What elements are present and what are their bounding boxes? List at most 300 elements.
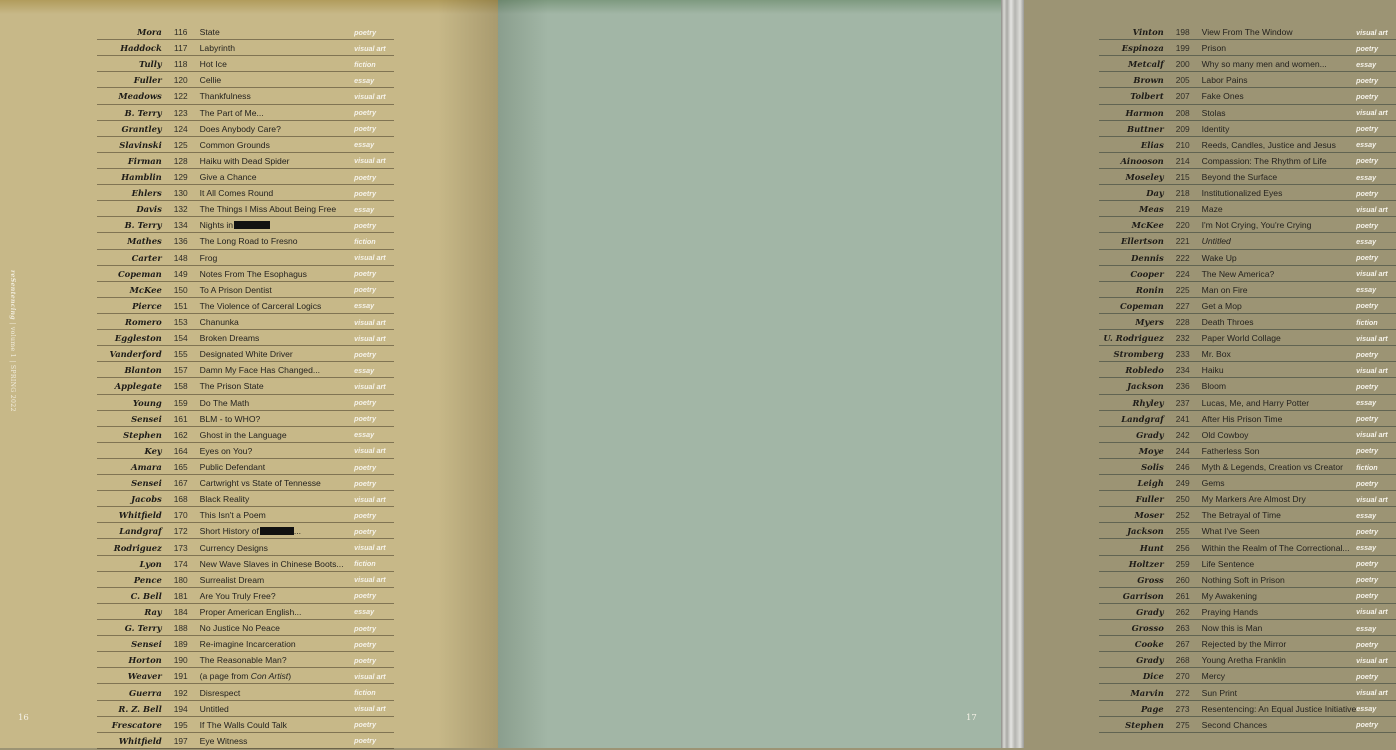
page-ref: 158 <box>173 381 188 392</box>
genre-label: visual art <box>354 543 386 553</box>
genre-label: poetry <box>1356 639 1379 649</box>
page-ref: 234 <box>1175 365 1190 376</box>
genre-label: poetry <box>354 526 377 536</box>
work-title: Cellie <box>199 75 222 86</box>
page-ref: 237 <box>1175 397 1190 408</box>
page-ref: 148 <box>173 252 188 263</box>
work-title: Nothing Soft in Prison <box>1201 574 1285 585</box>
toc-entry <box>1099 396 1396 411</box>
work-title: Old Cowboy <box>1201 429 1249 440</box>
author-name: Grady <box>1136 655 1164 666</box>
genre-label: poetry <box>354 220 377 230</box>
page-ref: 207 <box>1175 91 1190 102</box>
toc-entry <box>1099 73 1396 88</box>
author-name: Carter <box>131 252 162 263</box>
toc-entry <box>97 605 394 620</box>
genre-label: essay <box>1356 236 1377 246</box>
work-title: Fatherless Son <box>1201 445 1260 456</box>
genre-label: poetry <box>1356 591 1379 601</box>
genre-label: visual art <box>354 494 386 504</box>
work-title: Do The Math <box>199 397 250 408</box>
page-ref: 154 <box>173 333 188 344</box>
toc-entry <box>97 460 394 475</box>
page-ref: 118 <box>174 59 188 70</box>
toc-entry <box>97 444 394 459</box>
genre-label: essay <box>354 204 375 214</box>
genre-label: poetry <box>1356 75 1379 85</box>
work-title: Frog <box>199 252 218 263</box>
page-ref: 132 <box>173 204 188 215</box>
work-title: The Things I Miss About Being Free <box>199 204 337 215</box>
author-name: Marvin <box>1130 687 1164 698</box>
author-name: Ellertson <box>1121 236 1164 247</box>
page-ref: 197 <box>173 735 188 746</box>
work-title: Proper American English... <box>199 606 302 617</box>
genre-label: visual art <box>354 43 386 53</box>
author-name: Landgraf <box>1121 413 1164 424</box>
genre-label: poetry <box>354 623 377 633</box>
work-title: Ghost in the Language <box>199 429 287 440</box>
page-ref: 150 <box>173 284 188 295</box>
author-name: Frescatore <box>111 719 162 730</box>
work-title: Notes From The Esophagus <box>199 268 307 279</box>
page-ref: 125 <box>173 139 188 150</box>
page-ref: 219 <box>1175 204 1190 215</box>
author-name: Day <box>1146 188 1164 199</box>
work-title: Paper World Collage <box>1201 333 1281 344</box>
page-ref: 153 <box>173 317 188 328</box>
genre-label: essay <box>1356 285 1377 295</box>
work-title: Now this is Man <box>1201 623 1263 634</box>
author-name: Pence <box>133 574 162 585</box>
work-title: Lucas, Me, and Harry Potter <box>1201 397 1310 408</box>
work-title: Death Throes <box>1201 317 1254 328</box>
genre-label: visual art <box>1356 607 1388 617</box>
work-title: Thankfulness <box>199 91 251 102</box>
work-title: Nights in <box>200 220 354 230</box>
author-name: R. Z. Bell <box>118 703 162 714</box>
author-name: Moser <box>1134 510 1164 521</box>
genre-label: poetry <box>1356 446 1379 456</box>
work-title: The Betrayal of Time <box>1201 510 1281 521</box>
page-ref: 164 <box>173 445 188 456</box>
work-title: Why so many men and women... <box>1201 59 1327 70</box>
work-title: Haiku <box>1201 365 1224 376</box>
toc-entry <box>97 702 394 717</box>
author-name: Sensei <box>131 639 162 650</box>
genre-label: poetry <box>354 478 377 488</box>
toc-entry <box>1099 186 1396 201</box>
work-title: Man on Fire <box>1201 284 1248 295</box>
genre-label: poetry <box>354 639 377 649</box>
toc-entry <box>97 234 394 249</box>
toc-entry <box>1099 637 1396 652</box>
toc-entry <box>97 396 394 411</box>
author-name: Young <box>132 397 162 408</box>
genre-label: poetry <box>354 398 377 408</box>
genre-label: poetry <box>1356 156 1379 166</box>
toc-entry <box>1099 106 1396 121</box>
author-name: McKee <box>1131 220 1164 231</box>
book-page-edges <box>1001 0 1024 748</box>
toc-entry <box>97 154 394 169</box>
author-name: Landgraf <box>119 526 162 537</box>
toc-entry <box>97 41 394 56</box>
toc-entry <box>1099 315 1396 330</box>
work-title: Praying Hands <box>1201 606 1259 617</box>
author-name: Ainooson <box>1120 155 1164 166</box>
genre-label: fiction <box>354 559 376 569</box>
work-title: Life Sentence <box>1201 558 1255 569</box>
toc-entry <box>1099 492 1396 507</box>
work-title: This Isn't a Poem <box>199 510 266 521</box>
page-ref: 136 <box>173 236 188 247</box>
toc-entry <box>97 492 394 507</box>
work-title: Designated White Driver <box>199 349 293 360</box>
page-ref: 194 <box>173 703 188 714</box>
toc-entry <box>1099 138 1396 153</box>
work-title: Rejected by the Mirror <box>1201 639 1287 650</box>
toc-entry <box>1099 299 1396 314</box>
work-title: Get a Mop <box>1201 300 1242 311</box>
page-ref: 272 <box>1175 687 1190 698</box>
volume-label: volume 1 <box>9 326 16 358</box>
toc-entry <box>97 669 394 684</box>
genre-label: fiction <box>354 688 376 698</box>
page-ref: 208 <box>1175 107 1190 118</box>
work-title: Fake Ones <box>1201 91 1244 102</box>
page-ref: 241 <box>1175 413 1190 424</box>
genre-label: poetry <box>354 188 377 198</box>
toc-entry <box>1099 202 1396 217</box>
page-ref: 220 <box>1175 220 1190 231</box>
page-ref: 209 <box>1175 123 1190 134</box>
page-ref: 232 <box>1175 333 1190 344</box>
page-ref: 195 <box>173 719 188 730</box>
toc-entry <box>97 218 394 233</box>
page-ref: 188 <box>173 623 188 634</box>
work-title: Untitled <box>1201 236 1231 247</box>
toc-entry <box>1099 508 1396 523</box>
genre-label: visual art <box>1356 688 1388 698</box>
genre-label: poetry <box>354 510 377 520</box>
page-ref: 210 <box>1175 139 1190 150</box>
toc-entry <box>1099 379 1396 394</box>
page-ref: 151 <box>173 300 188 311</box>
genre-label: essay <box>1356 704 1377 714</box>
toc-entry <box>1099 347 1396 362</box>
toc-entry <box>1099 154 1396 169</box>
page-ref: 260 <box>1175 574 1190 585</box>
toc-entry <box>1099 283 1396 298</box>
author-name: Fuller <box>133 75 162 86</box>
page-ref: 218 <box>1175 188 1190 199</box>
author-name: Jacobs <box>131 494 162 505</box>
genre-label: essay <box>354 301 375 311</box>
author-name: B. Terry <box>124 220 162 231</box>
toc-entry <box>1099 218 1396 233</box>
genre-label: poetry <box>1356 188 1379 198</box>
work-title: Surrealist Dream <box>199 574 265 585</box>
page-ref: 198 <box>1175 27 1190 38</box>
author-name: Romero <box>125 317 162 328</box>
page-ref: 270 <box>1175 671 1190 682</box>
work-title: Prison <box>1201 43 1227 54</box>
genre-label: poetry <box>1356 526 1379 536</box>
page-ref: 130 <box>173 188 188 199</box>
page-ref: 184 <box>173 606 188 617</box>
page-ref: 205 <box>1175 75 1190 86</box>
genre-label: poetry <box>354 269 377 279</box>
toc-entry <box>97 718 394 733</box>
toc-entry <box>1099 234 1396 249</box>
page-ref: 275 <box>1175 719 1190 730</box>
author-name: Copeman <box>117 268 162 279</box>
toc-entry <box>1099 605 1396 620</box>
page-ref: 165 <box>173 462 188 472</box>
toc-entry <box>97 508 394 523</box>
page-ref: 200 <box>1175 59 1190 70</box>
author-name: Mora <box>137 27 162 38</box>
left-page <box>0 0 498 748</box>
work-title: Public Defendant <box>199 462 266 472</box>
author-name: Meas <box>1139 204 1164 215</box>
work-title: Reeds, Candles, Justice and Jesus <box>1201 139 1336 150</box>
author-name: Lyon <box>139 558 162 569</box>
work-title: Give a Chance <box>199 172 257 183</box>
genre-label: poetry <box>1356 301 1379 311</box>
toc-entry <box>1099 89 1396 104</box>
toc-entry <box>97 57 394 72</box>
toc-entry <box>1099 621 1396 636</box>
work-title: (a page from Con Artist) <box>199 671 292 682</box>
page-ref: 180 <box>173 574 188 585</box>
author-name: Applegate <box>114 381 162 392</box>
author-name: Guerra <box>128 687 162 698</box>
toc-entry <box>1099 541 1396 556</box>
work-title: Beyond the Surface <box>1201 172 1278 183</box>
author-name: Tolbert <box>1130 91 1164 102</box>
page-ref: 181 <box>173 590 188 601</box>
page-ref: 256 <box>1175 542 1190 553</box>
toc-entry <box>97 202 394 217</box>
work-title: Re-imagine Incarceration <box>199 639 296 650</box>
toc-entry <box>97 170 394 185</box>
author-name: Grosso <box>1131 623 1164 634</box>
genre-label: visual art <box>1356 269 1388 279</box>
author-name: Meadows <box>118 91 162 102</box>
genre-label: fiction <box>1356 462 1378 472</box>
toc-entry <box>1099 476 1396 491</box>
author-name: Solis <box>1141 462 1164 472</box>
toc-entry <box>1099 573 1396 588</box>
genre-label: visual art <box>354 156 386 166</box>
toc-entry <box>97 186 394 201</box>
work-title: If The Walls Could Talk <box>199 719 287 730</box>
genre-label: visual art <box>1356 494 1388 504</box>
page-ref: 155 <box>173 349 188 360</box>
author-name: C. Bell <box>130 590 162 601</box>
issue-label: SPRING 2022 <box>9 364 16 412</box>
work-title: Untitled <box>199 703 229 714</box>
work-title: Gems <box>1201 478 1225 489</box>
genre-label: poetry <box>1356 253 1379 263</box>
toc-entry <box>1099 589 1396 604</box>
page-ref: 190 <box>173 655 188 666</box>
page-ref: 263 <box>1175 623 1190 634</box>
author-name: Ronin <box>1135 284 1164 295</box>
page-ref: 116 <box>174 27 188 38</box>
page-ref: 172 <box>173 526 188 537</box>
work-title: Bloom <box>1201 381 1227 392</box>
toc-entry <box>97 315 394 330</box>
work-title: Within the Realm of The Correctional... <box>1201 542 1350 553</box>
author-name: Gross <box>1137 574 1164 585</box>
page-ref: 173 <box>173 542 188 553</box>
genre-label: poetry <box>354 591 377 601</box>
author-name: Grantley <box>121 123 162 134</box>
work-title: I'm Not Crying, You're Crying <box>1201 220 1312 231</box>
genre-label: visual art <box>1356 27 1388 37</box>
author-name: Holtzer <box>1128 558 1164 569</box>
author-name: Moseley <box>1125 172 1164 183</box>
genre-label: poetry <box>354 720 377 730</box>
toc-entry <box>97 25 394 40</box>
author-name: Hunt <box>1139 542 1164 553</box>
toc-entry <box>1099 25 1396 40</box>
work-title: It All Comes Round <box>199 188 274 199</box>
author-name: Stephen <box>1125 719 1164 730</box>
author-name: Hamblin <box>121 172 162 183</box>
author-name: U. Rodriguez <box>1103 333 1164 344</box>
author-name: Mathes <box>127 236 162 247</box>
page-ref: 224 <box>1175 268 1190 279</box>
toc-entry <box>97 541 394 556</box>
work-title: Cartwright vs State of Tennesse <box>199 478 321 489</box>
genre-label: essay <box>354 365 375 375</box>
toc-entry <box>97 476 394 491</box>
work-title: Institutionalized Eyes <box>1201 188 1283 199</box>
work-title: The Part of Me... <box>199 107 264 118</box>
page-ref: 252 <box>1175 510 1190 521</box>
page-ref: 233 <box>1175 349 1190 360</box>
author-name: Stromberg <box>1113 349 1164 360</box>
work-title: Compassion: The Rhythm of Life <box>1201 155 1327 166</box>
work-title: View From The Window <box>1201 27 1293 38</box>
genre-label: poetry <box>354 655 377 665</box>
toc-entry <box>97 734 394 749</box>
author-name: Fuller <box>1135 494 1164 505</box>
author-name: Amara <box>131 462 162 472</box>
toc-entry <box>97 122 394 137</box>
page-ref: 170 <box>173 510 188 521</box>
work-title: Haiku with Dead Spider <box>199 155 290 166</box>
page-ref: 225 <box>1175 284 1190 295</box>
author-name: Grady <box>1136 429 1164 440</box>
work-title: My Markers Are Almost Dry <box>1201 494 1306 505</box>
genre-label: poetry <box>1356 381 1379 391</box>
work-title: Young Aretha Franklin <box>1201 655 1286 666</box>
page-ref: 161 <box>173 413 188 424</box>
work-title: Myth & Legends, Creation vs Creator <box>1201 462 1344 472</box>
toc-entry <box>97 299 394 314</box>
author-name: Vinton <box>1132 27 1164 38</box>
work-title: Mr. Box <box>1201 349 1231 360</box>
page-ref: 149 <box>173 268 188 279</box>
author-name: Key <box>144 445 162 456</box>
genre-label: poetry <box>1356 91 1379 101</box>
work-title: New Wave Slaves in Chinese Boots... <box>199 558 344 569</box>
running-header-text: reSentencing | volume 1 | SPRING 2022 <box>9 270 16 412</box>
genre-label: poetry <box>1356 478 1379 488</box>
toc-entry <box>1099 57 1396 72</box>
genre-label: essay <box>1356 398 1377 408</box>
toc-entry <box>97 267 394 282</box>
toc-entry <box>97 524 394 539</box>
toc-entry <box>1099 267 1396 282</box>
genre-label: visual art <box>354 704 386 714</box>
page-ref: 191 <box>173 671 188 682</box>
genre-label: visual art <box>354 381 386 391</box>
work-title: Resentencing: An Equal Justice Initiative <box>1201 703 1357 714</box>
page-ref: 261 <box>1175 590 1190 601</box>
author-name: Sensei <box>131 413 162 424</box>
author-name: Metcalf <box>1128 59 1164 70</box>
toc-entry <box>1099 363 1396 378</box>
author-name: Ehlers <box>131 188 162 199</box>
author-name: Haddock <box>120 43 162 54</box>
genre-label: visual art <box>354 671 386 681</box>
page-ref: 129 <box>173 172 188 183</box>
toc-entry <box>97 347 394 362</box>
genre-label: essay <box>354 607 375 617</box>
author-name: Cooper <box>1130 268 1164 279</box>
author-name: Whitfield <box>118 735 162 746</box>
work-title: State <box>199 27 220 38</box>
toc-entry <box>1099 412 1396 427</box>
page-ref: 120 <box>173 75 188 86</box>
genre-label: essay <box>354 430 375 440</box>
work-title: Hot Ice <box>199 59 227 70</box>
genre-label: fiction <box>354 236 376 246</box>
genre-label: poetry <box>354 349 377 359</box>
page-ref: 192 <box>173 687 188 698</box>
genre-label: poetry <box>1356 414 1379 424</box>
genre-label: visual art <box>354 317 386 327</box>
work-title: Chanunka <box>199 317 239 328</box>
genre-label: essay <box>1356 59 1377 69</box>
page-ref: 259 <box>1175 558 1190 569</box>
page-ref: 244 <box>1175 445 1190 456</box>
genre-label: poetry <box>1356 575 1379 585</box>
genre-label: poetry <box>354 285 377 295</box>
page-ref: 174 <box>173 558 188 569</box>
genre-label: poetry <box>1356 220 1379 230</box>
author-name: Stephen <box>123 429 162 440</box>
work-title: Labyrinth <box>199 43 236 54</box>
genre-label: poetry <box>354 27 377 37</box>
page-ref: 134 <box>173 220 188 231</box>
toc-entry <box>97 331 394 346</box>
author-name: Firman <box>127 155 162 166</box>
genre-label: poetry <box>354 108 377 118</box>
work-title: Labor Pains <box>1201 75 1248 86</box>
genre-label: visual art <box>354 91 386 101</box>
page-ref: 273 <box>1175 703 1190 714</box>
author-name: Grady <box>1136 606 1164 617</box>
work-title: The Long Road to Fresno <box>199 236 298 247</box>
work-title: After His Prison Time <box>1201 413 1283 424</box>
